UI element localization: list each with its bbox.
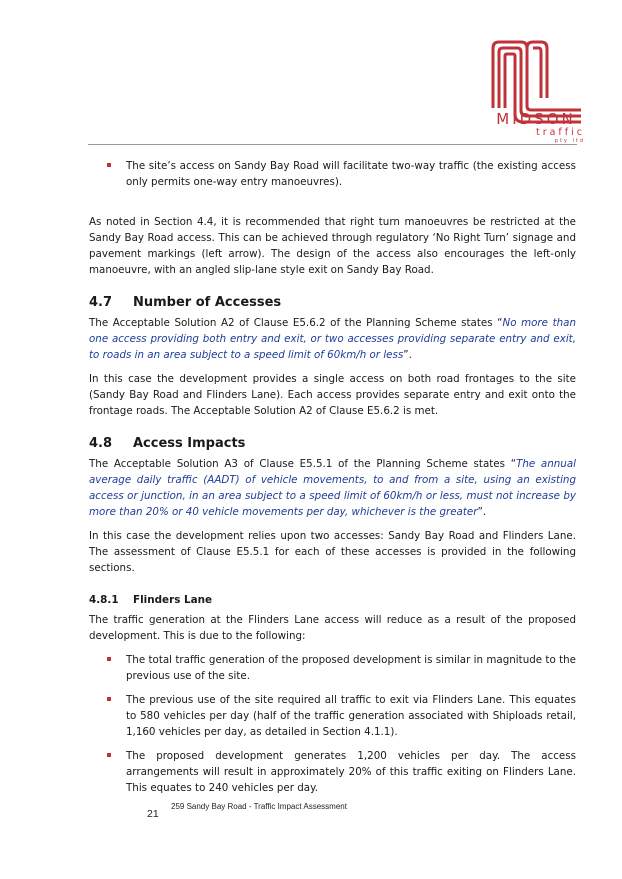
list-item: The previous use of the site required all traffic to exit via Flinders Lane. This equates to 580 vehicles per day (half of the traffic generation associated with Shiploads retail, 1,160 vehicles per day, as detailed in Section 4.1.1). [89, 692, 576, 740]
section-heading-4-8-1: 4.8.1 Flinders Lane [89, 594, 213, 606]
paragraph-4-8-1-intro: The traffic generation at the Flinders Lane access will reduce as a result of the proposed development. This is due to the following: [89, 614, 576, 642]
paragraph-4-8-1: The Acceptable Solution A3 of Clause E5.5.1 of the Planning Scheme states “The annual average daily traffic (AADT) of vehicle movements, to and from a site, using an existing access or junction, in an area subject to a speed limit of 60km/h or less, must not increase by more than 20% or 40 vehicle movements per day, whichever is the greater”. [89, 458, 576, 518]
page-number: 21 [147, 808, 159, 820]
section-heading-4-8: 4.8 Access Impacts [89, 436, 246, 451]
logo-sub: traffic [535, 127, 585, 138]
section-heading-4-7: 4.7 Number of Accesses [89, 295, 282, 310]
list-item: The total traffic generation of the proposed development is similar in magnitude to the previous use of the site. [89, 652, 576, 684]
paragraph-4-7-2: In this case the development provides a single access on both road frontages to the site (Sandy Bay Road and Flinders Lane). Each access provides separate entry and exit onto the frontage roads. The Acceptable Solution A2 of Clause E5.6.2 is met. [89, 373, 576, 417]
footer-title: 259 Sandy Bay Road - Traffic Impact Assessment [171, 802, 347, 811]
logo-small: pty ltd [554, 138, 585, 144]
paragraph-right-turn: As noted in Section 4.4, it is recommended that right turn manoeuvres be restricted at the Sandy Bay Road access. This can be achieved through regulatory ‘No Right Turn’ signage and pavement markings (left arrow). The design of the access also encourages the left-only manoeuvre, with an angled slip-lane style exit on Sandy Bay Road. [89, 216, 576, 276]
bullet-square-icon [107, 753, 111, 757]
bullet-list-top [89, 158, 576, 190]
document-body [89, 158, 576, 796]
bullet-square-icon [107, 697, 111, 701]
bullet-square-icon [107, 163, 111, 167]
paragraph-4-7-1: The Acceptable Solution A2 of Clause E5.6.2 of the Planning Scheme states “No more than one access providing both entry and exit, or two accesses providing separate entry and exit, to roads in an area subject to a speed limit of 60km/h or less”. [89, 317, 576, 361]
logo-wordmark [487, 111, 585, 145]
paragraph-4-8-2: In this case the development relies upon two accesses: Sandy Bay Road and Flinders Lane. The assessment of Clause E5.5.1 for each of these accesses is provided in the following sections. [89, 530, 576, 574]
bullet-square-icon [107, 657, 111, 661]
bullet-list-flinders [89, 652, 576, 796]
list-item: The site’s access on Sandy Bay Road will facilitate two-way traffic (the existing access only permits one-way entry manoeuvres). [89, 158, 576, 190]
header-rule [88, 144, 577, 145]
list-item: The proposed development generates 1,200 vehicles per day. The access arrangements will result in approximately 20% of this traffic exiting on Flinders Lane. This equates to 240 vehicles per day. [89, 748, 576, 796]
logo-word: MIDSON [496, 110, 576, 128]
